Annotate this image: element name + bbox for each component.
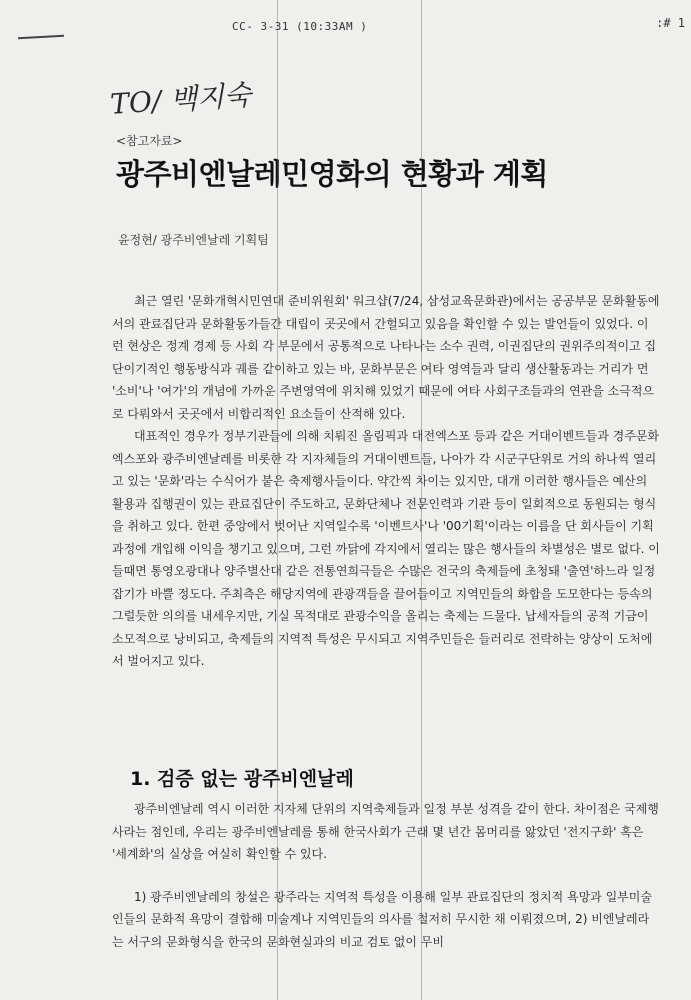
handwritten-recipient-note: TO/ 백지숙 [109,78,253,121]
intro-paragraph: 대표적인 경우가 정부기관들에 의해 치뤄진 올림픽과 대전엑스포 등과 같은 거대이벤트들과 경주문화엑스포와 광주비엔날레를 비롯한 각 지자체들의 거대이벤트들, 나아가 각 시군구단위로 거의 하나씩 열리고 있는 '문화'라는 수식어가 붙은 축제행사들이다. 약간씩 차이는 있지만, 대개 이러한 행사들은 예산의 활용과 집행권이 있는 관료집단이 주도하고, 문화단체나 전문인력과 기관 등이 일회적으로 동원되는 형식을 취하고 있다. 한편 중앙에서 벗어난 지역일수록 '이벤트사'나 '00기획'이라는 이름을 단 회사들이 기획과정에 개입해 이익을 챙기고 있으며, 그런 까닭에 각지에서 열리는 많은 행사들의 차별성은 별로 없다. 이들때면 통영오광대나 양주별산대 같은 전통연희극들은 수많은 전국의 축제들에 초청돼 '출연'하느라 일정 잡기가 바쁠 정도다. 주최측은 해당지역에 관광객들을 끌어들이고 지역민들의 화합을 도모한다는 등속의 그럴듯한 의의를 내세우지만, 기실 목적대로 관광수익을 올리는 축제는 드물다. 납세자들의 공적 기금이 소모적으로 낭비되고, 축제들의 지역적 특성은 무시되고 지역주민들은 들러리로 전락하는 양상이 도처에서 벌어지고 있다. [112,429,660,668]
section-paragraph: 광주비엔날레 역시 이러한 지자체 단위의 지역축제들과 일정 부분 성격을 같이 한다. 차이점은 국제행사라는 점인데, 우리는 광주비엔날레를 통해 한국사회가 근래 몇 년간 몸머리를 앓았던 '전지구화' 혹은 '세계화'의 실상을 여실히 확인할 수 있다. [112,802,659,861]
intro-paragraph: 최근 열린 '문화개혁시민연대 준비위원회' 워크샵(7/24, 삼성교육문화관)에서는 공공부문 문화활동에서의 관료집단과 문화활동가들간 대립이 곳곳에서 간헐되고 있음을 확인할 수 있는 발언들이 있었다. 이런 현상은 정계 경제 등 사회 각 부문에서 공통적으로 나타나는 소수 권력, 이권집단의 권위주의적이고 집단이기적인 행동방식과 궤를 같이하고 있는 바, 문화부문은 여타 영역들과 달리 생산활동과는 거리가 먼 '소비'나 '여가'의 개념에 가까운 주변영역에 위치해 있었기 때문에 여타 사회구조들과의 연관을 소극적으로 다뤄와서 곳곳에서 비합리적인 요소들이 산적해 있다. [112,294,660,421]
scan-fold-line [421,0,422,1000]
fax-page-marker: :# 1 [656,16,685,30]
section-heading: 1. 검증 없는 광주비엔날레 [130,768,354,790]
document-title: 광주비엔날레민영화의 현황과 계획 [116,157,548,191]
scan-fold-line [277,0,278,1000]
intro-body [112,290,660,673]
pen-mark [18,35,64,39]
section-body [112,798,660,953]
author-line: 윤정현/ 광주비엔날레 기획팀 [118,233,269,247]
section-paragraph: 1) 광주비엔날레의 창설은 광주라는 지역적 특성을 이용해 일부 관료집단의 정치적 욕망과 일부미술인들의 문화적 욕망이 결합해 미술계나 지역민들의 의사를 철저히 무시한 채 이뤄졌으며, 2) 비엔날레라는 서구의 문화형식을 한국의 문화현실과의 비교 검토 없이 무비 [112,889,652,949]
reference-label: <참고자료> [116,134,183,148]
fax-transmission-header: CC- 3-31 (10:33AM ) [232,20,368,33]
